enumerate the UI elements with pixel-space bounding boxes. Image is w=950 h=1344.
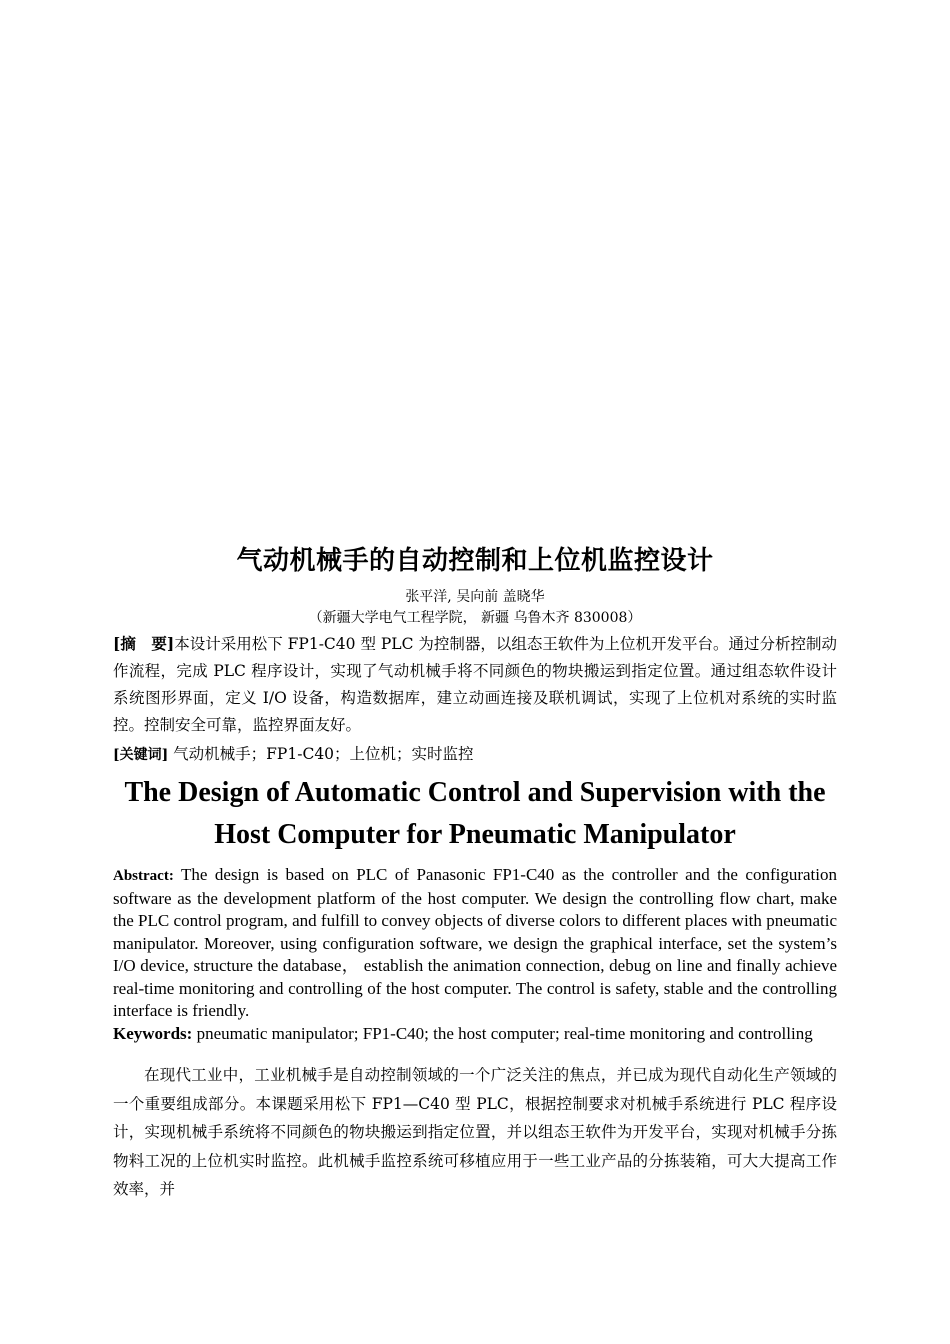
chinese-abstract bbox=[113, 630, 837, 739]
author-list: 张平洋, 吴向前 盖晓华 bbox=[405, 589, 545, 605]
chinese-title: 气动机械手的自动控制和上位机监控设计 bbox=[236, 546, 714, 576]
english-abstract-text: The design is based on PLC of Panasonic FP1-C40 as the controller and the configuration software as the development platform of the host computer. We design the controlling flow chart, make the PLC control program, and fulfill to convey objects of diverse colors to different places with pneumatic manipulator. Moreover, using configuration software, we design the graphical interface, set the system’s I/O device, structure the database， establish the animation connection, debug on line and finally achieve real-time monitoring and controlling of the host computer. The control is safety, stable and the controlling interface is friendly. bbox=[113, 865, 837, 1020]
english-title: The Design of Automatic Control and Supervision with the Host Computer for Pneumatic Manipulator bbox=[124, 777, 826, 850]
chinese-keywords bbox=[113, 739, 837, 770]
body-paragraph: 在现代工业中，工业机械手是自动控制领域的一个广泛关注的焦点，并已成为现代自动化生产领域的一个重要组成部分。本课题采用松下 FP1—C40 型 PLC，根据控制要求对机械手系统进行 PLC 程序设计，实现机械手系统将不同颜色的物块搬运到指定位置，并以组态王软件为开发平台，实现对机械手分拣物料工况的上位机实时监控。此机械手监控系统可移植应用于一些工业产品的分拣装箱，可大大提高工作效率，并 bbox=[113, 1066, 837, 1198]
author-affiliation: （新疆大学电气工程学院， 新疆 乌鲁木齐 830008） bbox=[308, 610, 642, 626]
paper-page bbox=[113, 540, 837, 1204]
chinese-abstract-label: [摘 要] bbox=[113, 634, 175, 653]
english-keywords-label: Keywords: bbox=[113, 1023, 193, 1043]
chinese-keywords-text: 气动机械手；FP1-C40；上位机；实时监控 bbox=[168, 745, 474, 763]
english-keywords bbox=[113, 1023, 837, 1046]
english-abstract-label: Abstract: bbox=[113, 868, 174, 884]
english-keywords-text: pneumatic manipulator; FP1-C40; the host computer; real-time monitoring and controlling bbox=[192, 1023, 813, 1043]
chinese-abstract-text: 本设计采用松下 FP1-C40 型 PLC 为控制器，以组态王软件为上位机开发平台。通过分析控制动作流程，完成 PLC 程序设计，实现了气动机械手将不同颜色的物块搬运到指定位置。通过组态软件设计系统图形界面，定义 I/O 设备，构造数据库，建立动画连接及联机调试，实现了上位机对系统的实时监控。控制安全可靠，监控界面友好。 bbox=[113, 635, 837, 734]
english-abstract bbox=[113, 864, 837, 1023]
chinese-keywords-label: [关键词] bbox=[113, 747, 169, 763]
